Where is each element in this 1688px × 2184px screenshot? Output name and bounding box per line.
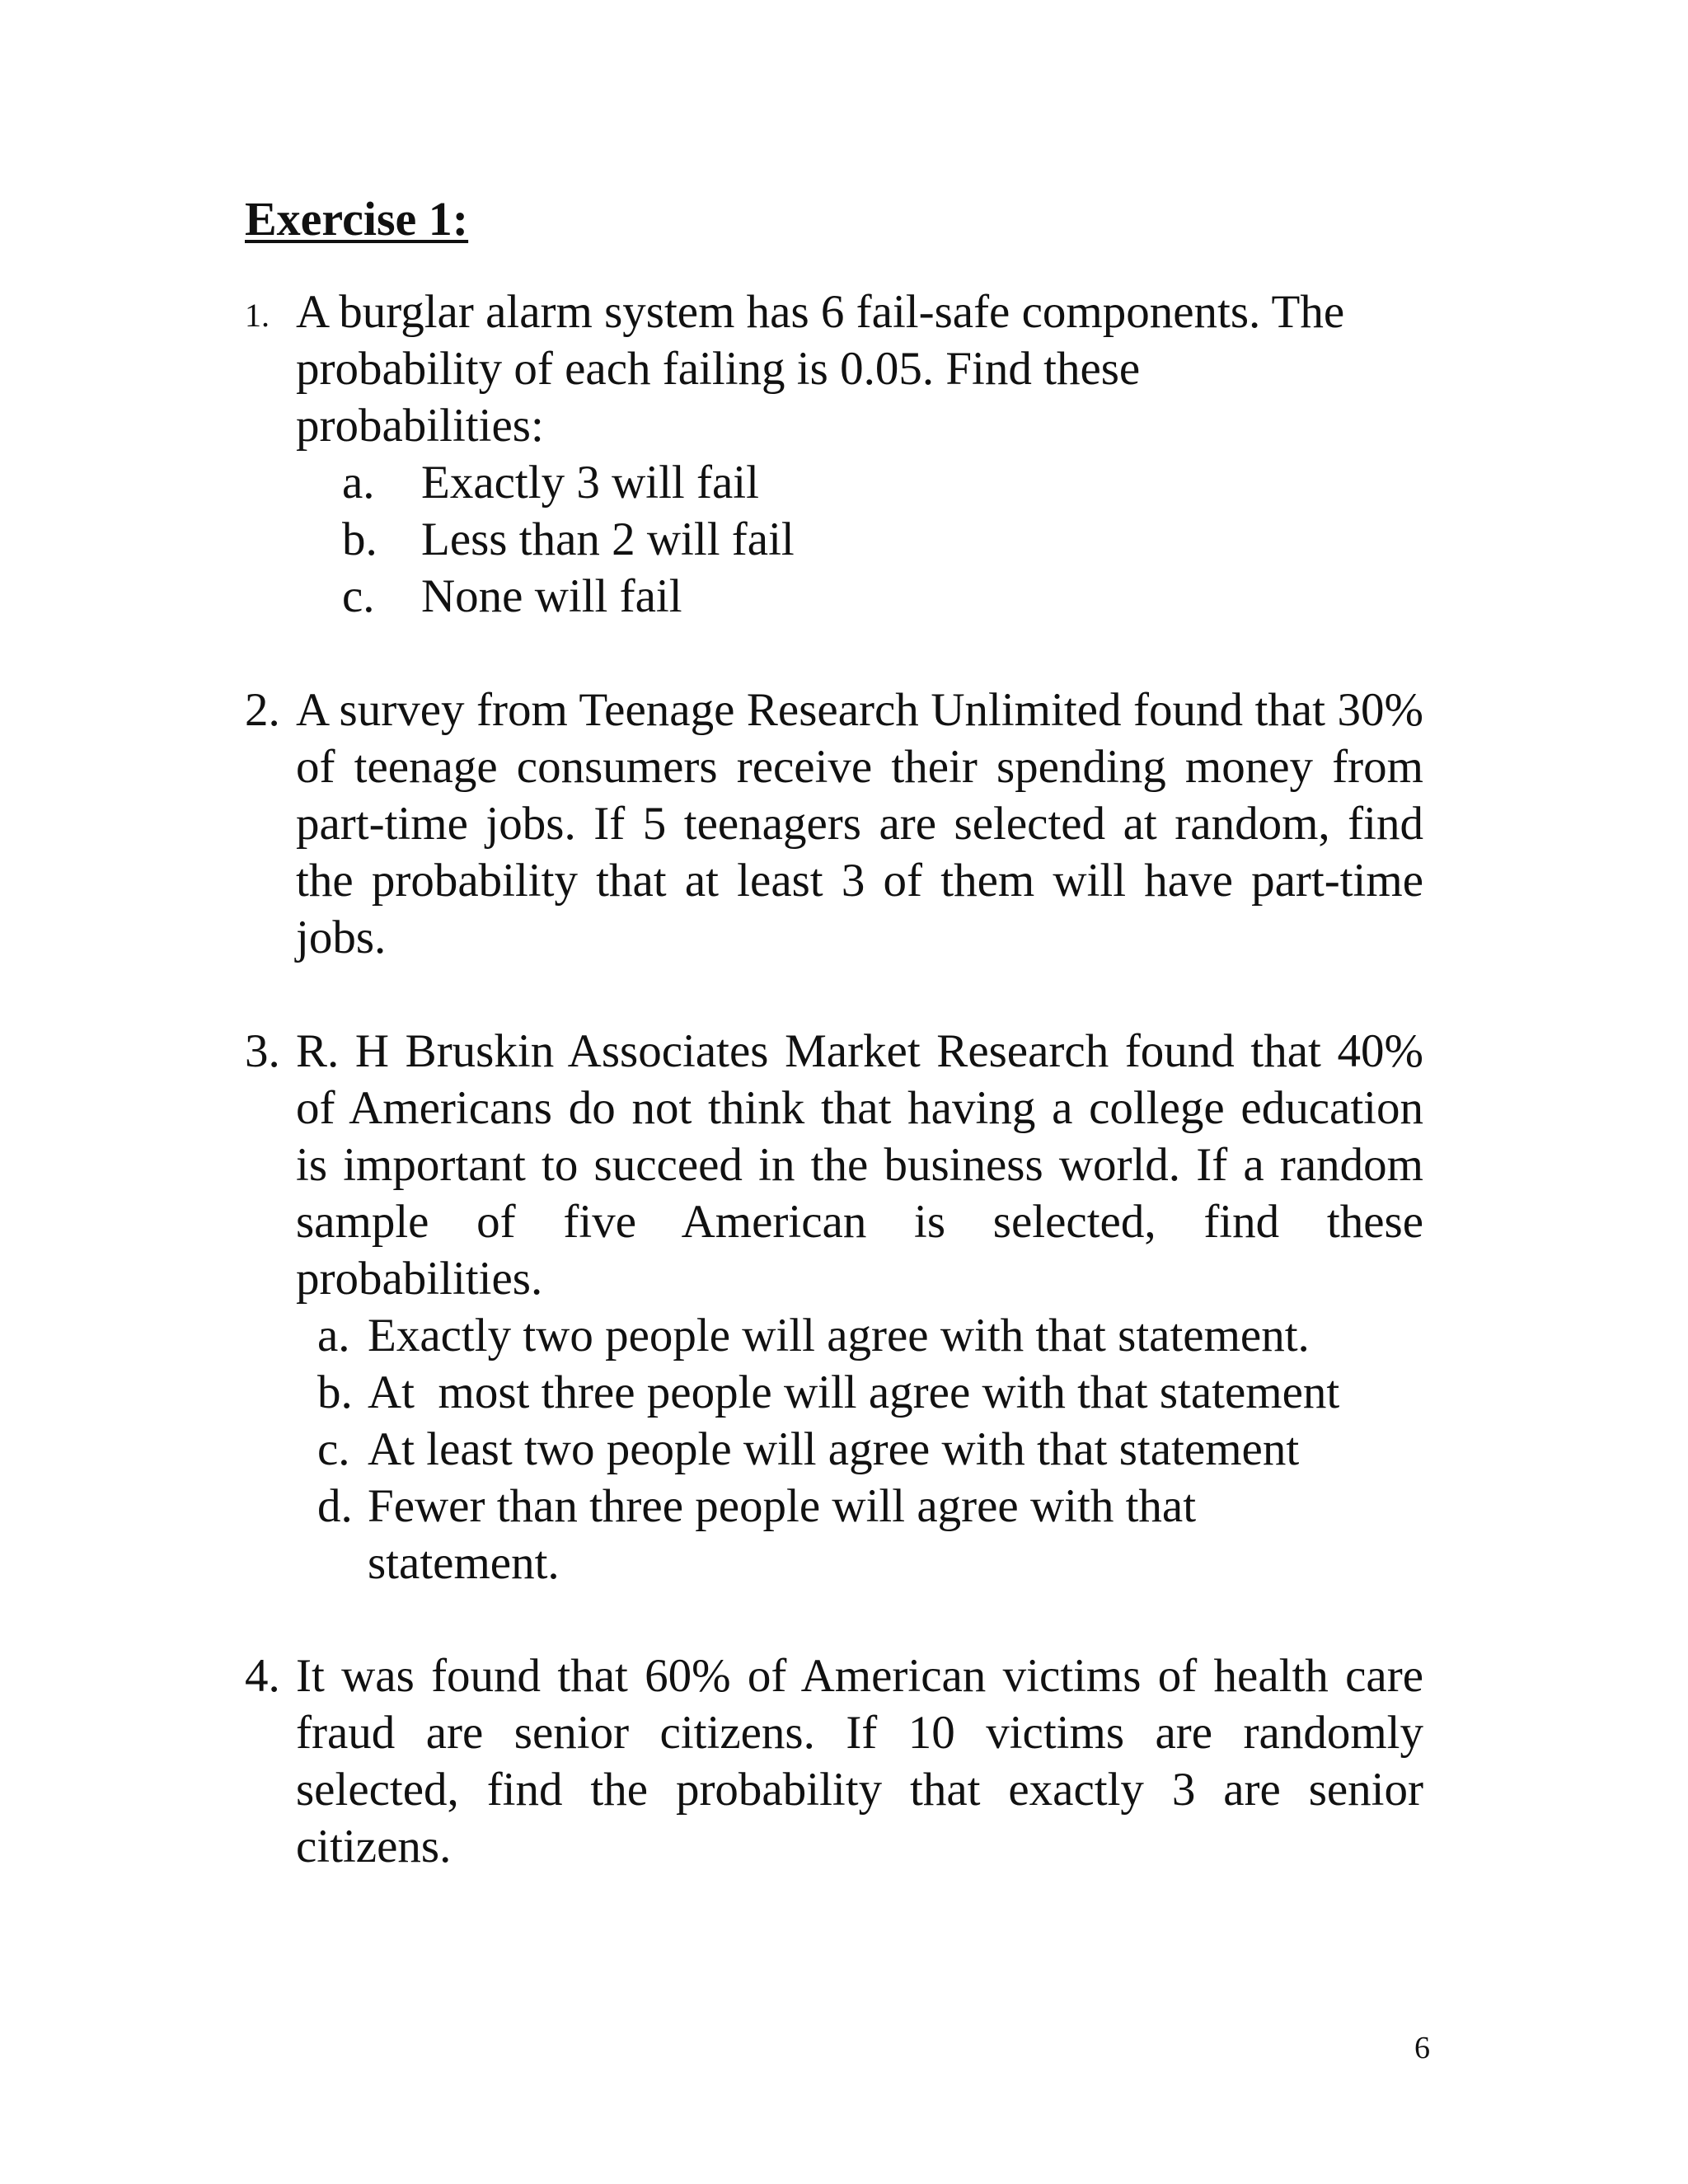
problem-3 [245,1023,1423,1591]
part-letter: a. [342,457,375,509]
part-letter: c. [317,1423,350,1475]
problem-text-line: A burglar alarm system has 6 fail-safe components. The [296,286,1345,338]
problem-text-line: probabilities: [296,400,544,452]
part-letter: a. [317,1310,350,1361]
problem-part-a [296,454,1423,511]
problem-parts [296,1307,1423,1591]
problem-text: R. H Bruskin Associates Market Research found that 40% of Americans do not think that having a college education is important to succeed in the business world. If a random sample of five American is selected, find these probabilities. [296,1025,1423,1305]
problem-part-c [296,1421,1423,1478]
problem-4 [245,1647,1423,1875]
problem-part-a [296,1307,1423,1364]
part-text: At least two people will agree with that statement [368,1423,1300,1475]
part-letter: b. [317,1366,353,1418]
problem-body [296,284,1423,625]
problem-number: 2. [245,684,280,736]
problem-number: 1. [245,297,270,334]
problem-text-line: probability of each failing is 0.05. Find these [296,343,1141,395]
part-text: Less than 2 will fail [421,513,795,565]
problem-number: 4. [245,1650,280,1702]
problem-body [296,1023,1423,1591]
problem-number: 3. [245,1025,280,1077]
part-text: At most three people will agree with that statement [368,1366,1340,1418]
problem-text: It was found that 60% of American victims of health care fraud are senior citizens. If 10 victims are randomly selected, find the probability that exactly 3 are senior citizens. [296,1650,1423,1872]
part-text: None will fail [421,570,682,622]
problem-2 [245,682,1423,966]
part-text: Fewer than three people will agree with that statement. [368,1480,1197,1589]
exercise-title: Exercise 1: [245,192,469,246]
part-text: Exactly two people will agree with that statement. [368,1310,1310,1361]
part-letter: c. [342,570,375,622]
problem-part-c [296,568,1423,625]
part-text: Exactly 3 will fail [421,457,759,509]
page-number: 6 [1414,2031,1430,2065]
part-letter: b. [342,513,377,565]
problem-1 [245,284,1423,625]
problem-text: A survey from Teenage Research Unlimited found that 30% of teenage consumers receive their spending money from part-time jobs. If 5 teenagers are selected at random, find the probability that at least 3 of them will have part-time jobs. [296,684,1423,963]
problem-part-b [296,511,1423,568]
problem-part-d [296,1478,1423,1591]
problem-parts [296,454,1423,625]
part-letter: d. [317,1480,353,1532]
problem-part-b [296,1364,1423,1421]
